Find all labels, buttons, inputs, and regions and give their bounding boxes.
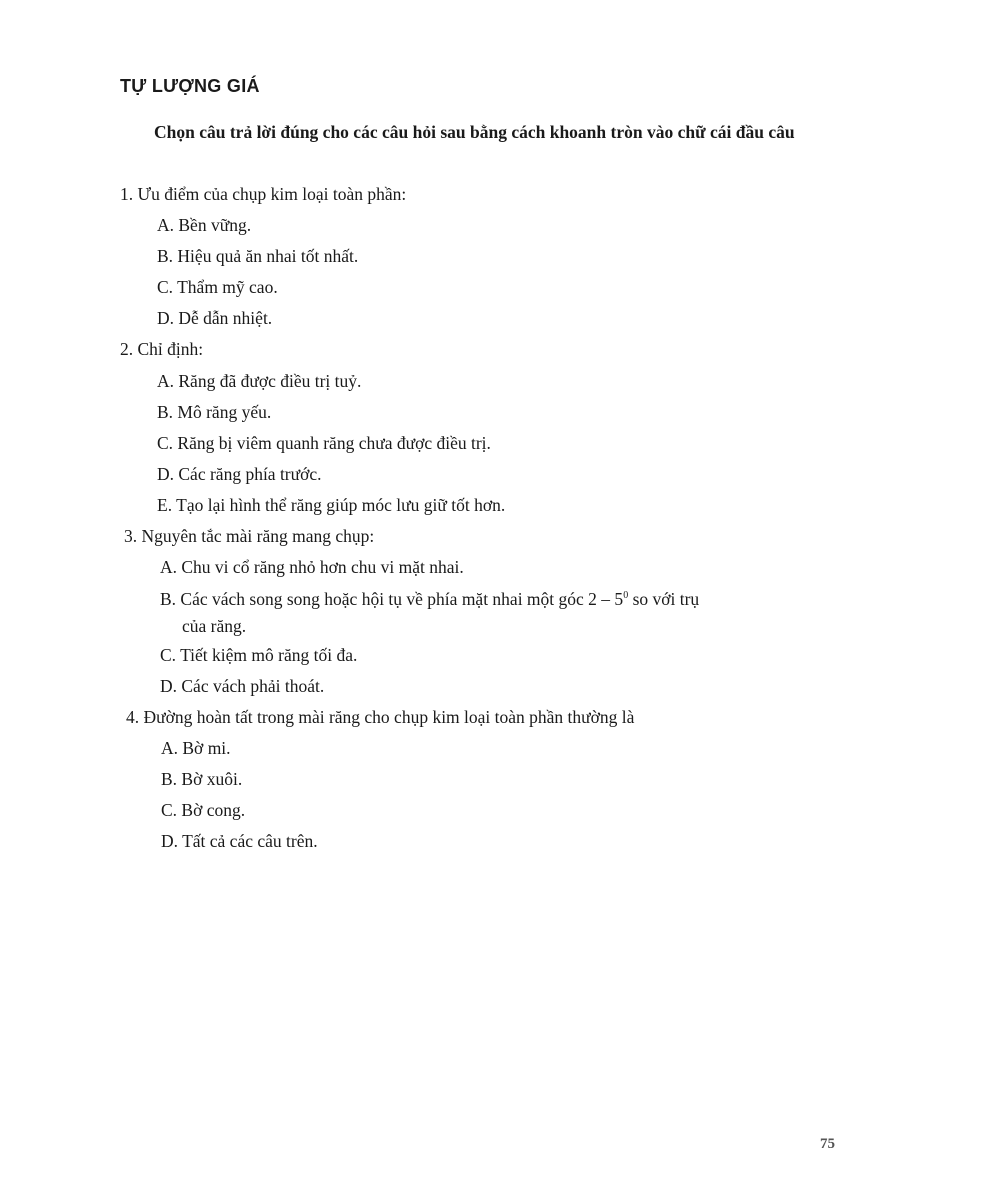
question-1: 1. Ưu điểm của chụp kim loại toàn phần: <box>120 184 407 204</box>
q3-option-b-text: B. Các vách song song hoặc hội tụ về phía mặt nhai một góc 2 – 5 <box>160 588 624 609</box>
question-2: 2. Chỉ định: <box>120 339 204 359</box>
q1-option-c: C. Thẩm mỹ cao. <box>157 277 278 297</box>
q3-option-b-tail: so với trụ <box>628 588 700 609</box>
q2-option-d: D. Các răng phía trước. <box>157 464 322 484</box>
q2-option-e: E. Tạo lại hình thể răng giúp móc lưu giữ tốt hơn. <box>157 495 506 515</box>
q3-option-b-continuation: của răng. <box>182 615 247 636</box>
q3-option-d: D. Các vách phải thoát. <box>160 676 325 696</box>
q4-option-c: C. Bờ cong. <box>161 800 246 820</box>
q1-option-a: A. Bền vững. <box>157 215 252 235</box>
q2-option-a: A. Răng đã được điều trị tuỷ. <box>157 371 362 391</box>
question-3: 3. Nguyên tắc mài răng mang chụp: <box>124 526 375 546</box>
q3-option-b <box>160 582 840 640</box>
page-number: 75 <box>820 1136 835 1152</box>
degree-superscript: 0 <box>623 590 629 601</box>
question-4: 4. Đường hoàn tất trong mài răng cho chụp kim loại toàn phần thường là <box>126 707 635 727</box>
q1-option-b: B. Hiệu quả ăn nhai tốt nhất. <box>157 246 359 266</box>
q4-option-b: B. Bờ xuôi. <box>161 769 243 789</box>
q2-option-c: C. Răng bị viêm quanh răng chưa được điều trị. <box>157 433 491 453</box>
instruction-text: Chọn câu trả lời đúng cho các câu hỏi sau bằng cách khoanh tròn vào chữ cái đầu câu <box>154 122 795 142</box>
q3-option-c: C. Tiết kiệm mô răng tối đa. <box>160 645 358 665</box>
section-heading: TỰ LƯỢNG GIÁ <box>120 76 260 96</box>
q4-option-a: A. Bờ mi. <box>161 738 231 758</box>
q4-option-d: D. Tất cả các câu trên. <box>161 831 318 851</box>
q1-option-d: D. Dễ dẫn nhiệt. <box>157 308 273 328</box>
q3-option-a: A. Chu vi cổ răng nhỏ hơn chu vi mặt nhai. <box>160 557 464 577</box>
q2-option-b: B. Mô răng yếu. <box>157 402 272 422</box>
